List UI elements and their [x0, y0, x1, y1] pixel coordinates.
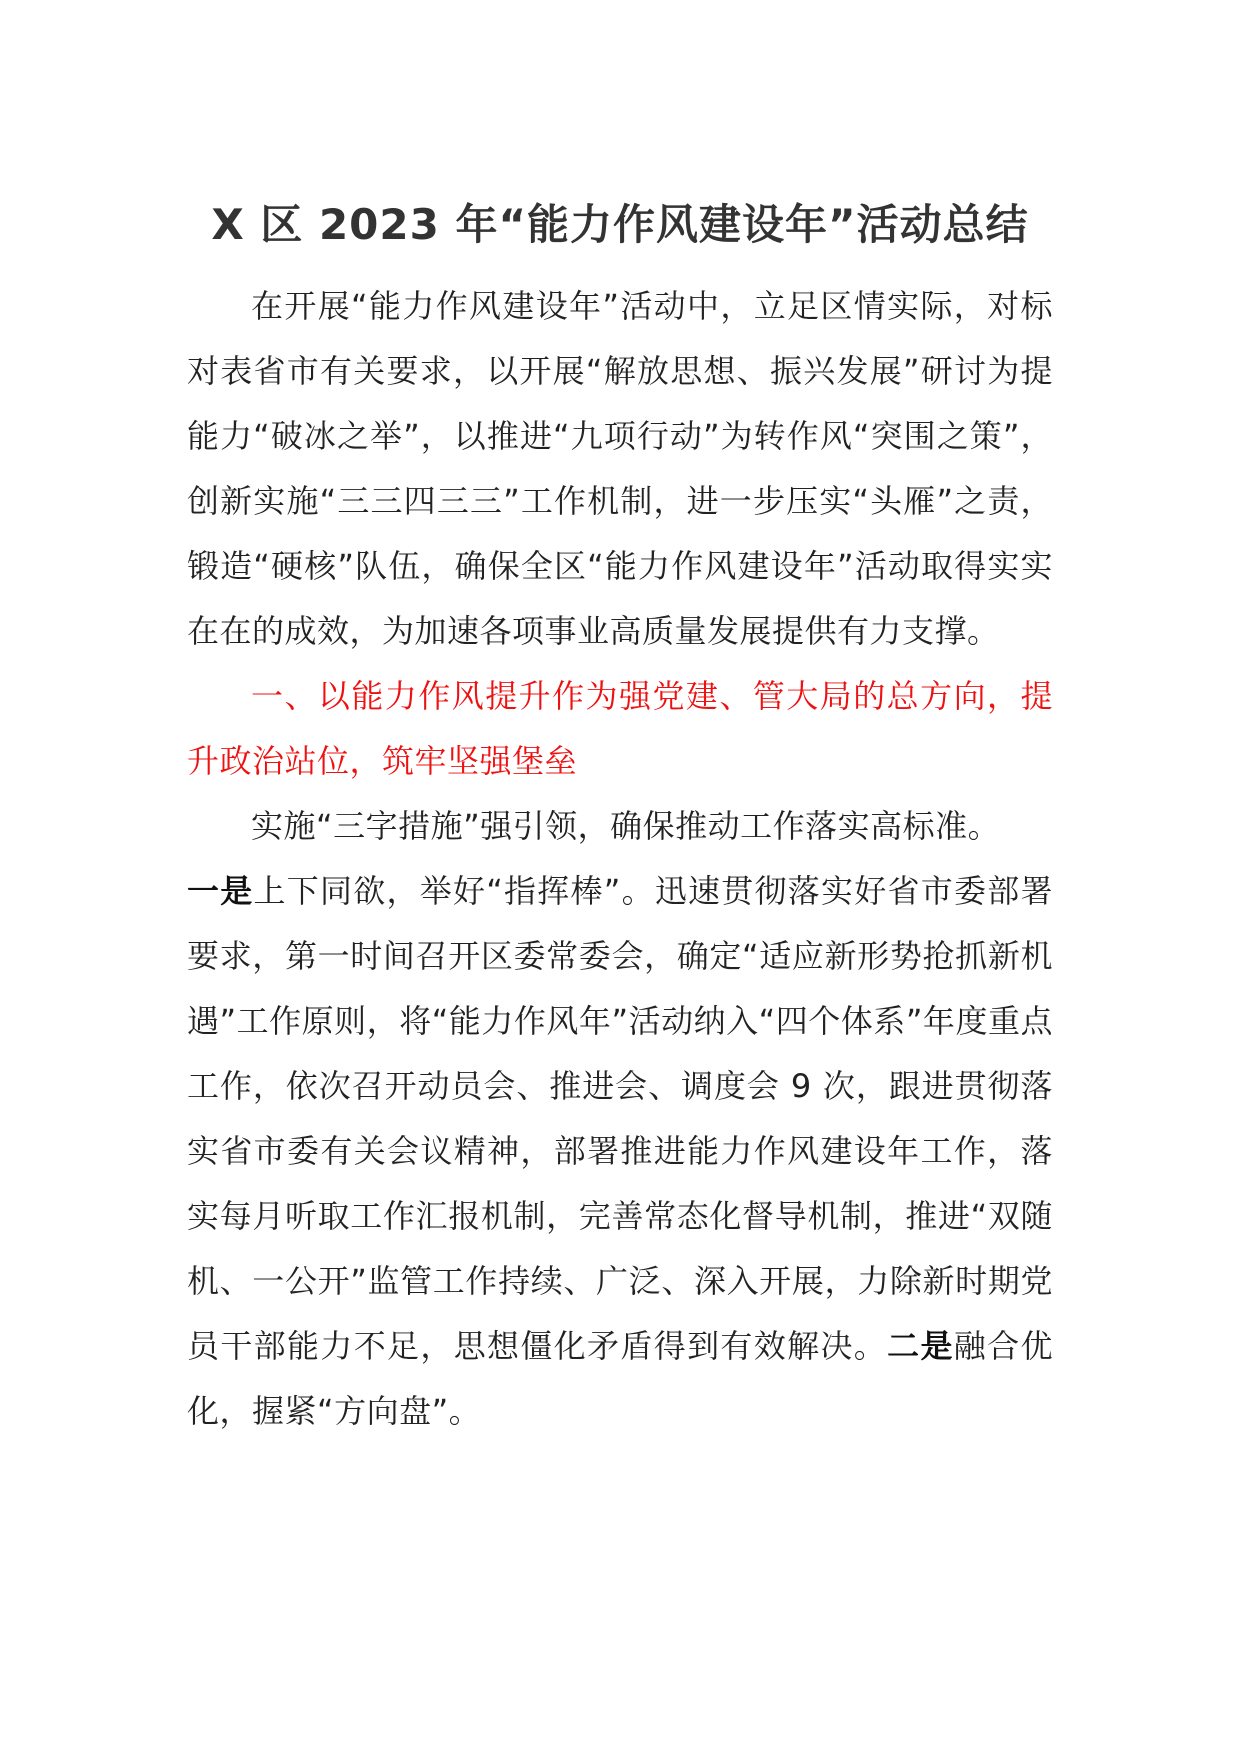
- section-heading: 一、以能力作风提升作为强党建、管大局的总方向，提升政治站位，筑牢坚强堡垒: [187, 677, 1053, 780]
- intro-paragraph: 在开展“能力作风建设年”活动中，立足区情实际，对标对表省市有关要求，以开展“解放思想、振兴发展”研讨为提能力“破冰之举”，以推进“九项行动”为转作风“突围之策”，创新实施“三三四三三”工作机制，进一步压实“头雁”之责，锻造“硬核”队伍，确保全区“能力作风建设年”活动取得实实在在的成效，为加速各项事业高质量发展提供有力支撑。: [187, 287, 1053, 650]
- point-two-label: 二是: [887, 1327, 954, 1365]
- section-lead-text: 实施“三字措施”强引领，确保推动工作落实高标准。: [251, 807, 1001, 845]
- point-one-label: 一是: [187, 872, 254, 910]
- document-title: X 区 2023 年“能力作风建设年”活动总结: [211, 200, 1029, 249]
- document-body: [187, 192, 1053, 1444]
- section-body-paragraph: [187, 794, 1053, 1444]
- point-two-text: 融合优化，握紧“方向盘”。: [187, 1327, 1053, 1430]
- point-one-text: 上下同欲，举好“指挥棒”。迅速贯彻落实好省市委部署要求，第一时间召开区委常委会，确定“适应新形势抢抓新机遇”工作原则，将“能力作风年”活动纳入“四个体系”年度重点工作，依次召开动员会、推进会、调度会 9 次，跟进贯彻落实省市委有关会议精神，部署推进能力作风建设年工作，落实每月听取工作汇报机制，完善常态化督导机制，推进“双随机、一公开”监管工作持续、广泛、深入开展，力除新时期党员干部能力不足，思想僵化矛盾得到有效解决。: [187, 872, 1053, 1365]
